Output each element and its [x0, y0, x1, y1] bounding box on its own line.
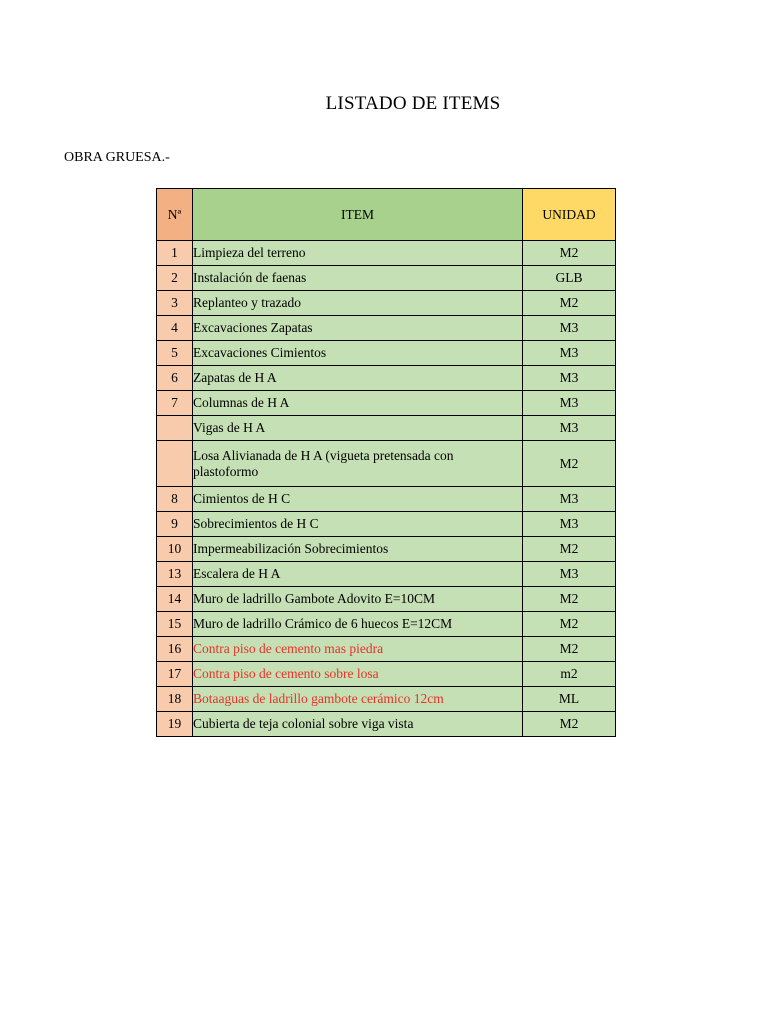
row-number	[157, 441, 193, 487]
table-row	[157, 612, 616, 637]
row-number: 4	[157, 316, 193, 341]
table-row	[157, 441, 616, 487]
row-number: 17	[157, 662, 193, 687]
page-title: LISTADO DE ITEMS	[325, 93, 501, 114]
row-item: Vigas de H A	[193, 416, 523, 441]
table-row	[157, 512, 616, 537]
header-item: ITEM	[193, 189, 523, 241]
row-number: 14	[157, 587, 193, 612]
row-unit: GLB	[523, 266, 616, 291]
table-row	[157, 637, 616, 662]
table-row	[157, 291, 616, 316]
row-number: 10	[157, 537, 193, 562]
table-row	[157, 562, 616, 587]
row-unit: M2	[523, 441, 616, 487]
row-item: Replanteo y trazado	[193, 291, 523, 316]
table-row	[157, 341, 616, 366]
header-number: Nª	[157, 189, 193, 241]
row-unit: M3	[523, 562, 616, 587]
row-number: 9	[157, 512, 193, 537]
row-number: 16	[157, 637, 193, 662]
row-unit: M2	[523, 587, 616, 612]
row-number: 1	[157, 241, 193, 266]
row-item: Losa Alivianada de H A (vigueta pretensada con plastoformo	[193, 441, 523, 487]
table-row	[157, 487, 616, 512]
row-item: Escalera de H A	[193, 562, 523, 587]
table-row	[157, 587, 616, 612]
row-unit: M2	[523, 241, 616, 266]
row-item: Excavaciones Cimientos	[193, 341, 523, 366]
row-number: 7	[157, 391, 193, 416]
row-item: Cimientos de H C	[193, 487, 523, 512]
section-label: OBRA GRUESA.-	[64, 150, 170, 165]
row-number: 3	[157, 291, 193, 316]
table-row	[157, 266, 616, 291]
row-unit: M3	[523, 487, 616, 512]
row-number: 8	[157, 487, 193, 512]
row-unit: M3	[523, 341, 616, 366]
table-header-row	[157, 189, 616, 241]
row-item: Instalación de faenas	[193, 266, 523, 291]
table-row	[157, 391, 616, 416]
row-item: Contra piso de cemento mas piedra	[193, 637, 523, 662]
table-body	[157, 241, 616, 737]
row-unit: M3	[523, 391, 616, 416]
table-row	[157, 537, 616, 562]
row-number: 5	[157, 341, 193, 366]
row-item: Muro de ladrillo Gambote Adovito E=10CM	[193, 587, 523, 612]
row-item: Zapatas de H A	[193, 366, 523, 391]
row-item: Excavaciones Zapatas	[193, 316, 523, 341]
row-unit: M3	[523, 512, 616, 537]
row-unit: m2	[523, 662, 616, 687]
row-unit: M3	[523, 316, 616, 341]
row-item: Impermeabilización Sobrecimientos	[193, 537, 523, 562]
row-unit: M2	[523, 637, 616, 662]
row-number: 15	[157, 612, 193, 637]
row-number: 6	[157, 366, 193, 391]
row-number: 18	[157, 687, 193, 712]
row-item: Contra piso de cemento sobre losa	[193, 662, 523, 687]
items-table	[156, 188, 616, 737]
table-row	[157, 712, 616, 737]
row-item: Muro de ladrillo Crámico de 6 huecos E=12CM	[193, 612, 523, 637]
table-row	[157, 687, 616, 712]
row-unit: M3	[523, 366, 616, 391]
row-number: 13	[157, 562, 193, 587]
row-unit: ML	[523, 687, 616, 712]
row-unit: M2	[523, 612, 616, 637]
row-unit: M2	[523, 712, 616, 737]
table-row	[157, 241, 616, 266]
row-number: 19	[157, 712, 193, 737]
row-item: Botaaguas de ladrillo gambote cerámico 12cm	[193, 687, 523, 712]
row-number	[157, 416, 193, 441]
table-row	[157, 416, 616, 441]
table-row	[157, 316, 616, 341]
row-number: 2	[157, 266, 193, 291]
row-unit: M2	[523, 537, 616, 562]
table-row	[157, 366, 616, 391]
header-unit: UNIDAD	[523, 189, 616, 241]
row-unit: M2	[523, 291, 616, 316]
row-item: Cubierta de teja colonial sobre viga vista	[193, 712, 523, 737]
row-item: Limpieza del terreno	[193, 241, 523, 266]
table-row	[157, 662, 616, 687]
row-item: Columnas de H A	[193, 391, 523, 416]
row-item: Sobrecimientos de H C	[193, 512, 523, 537]
row-unit: M3	[523, 416, 616, 441]
